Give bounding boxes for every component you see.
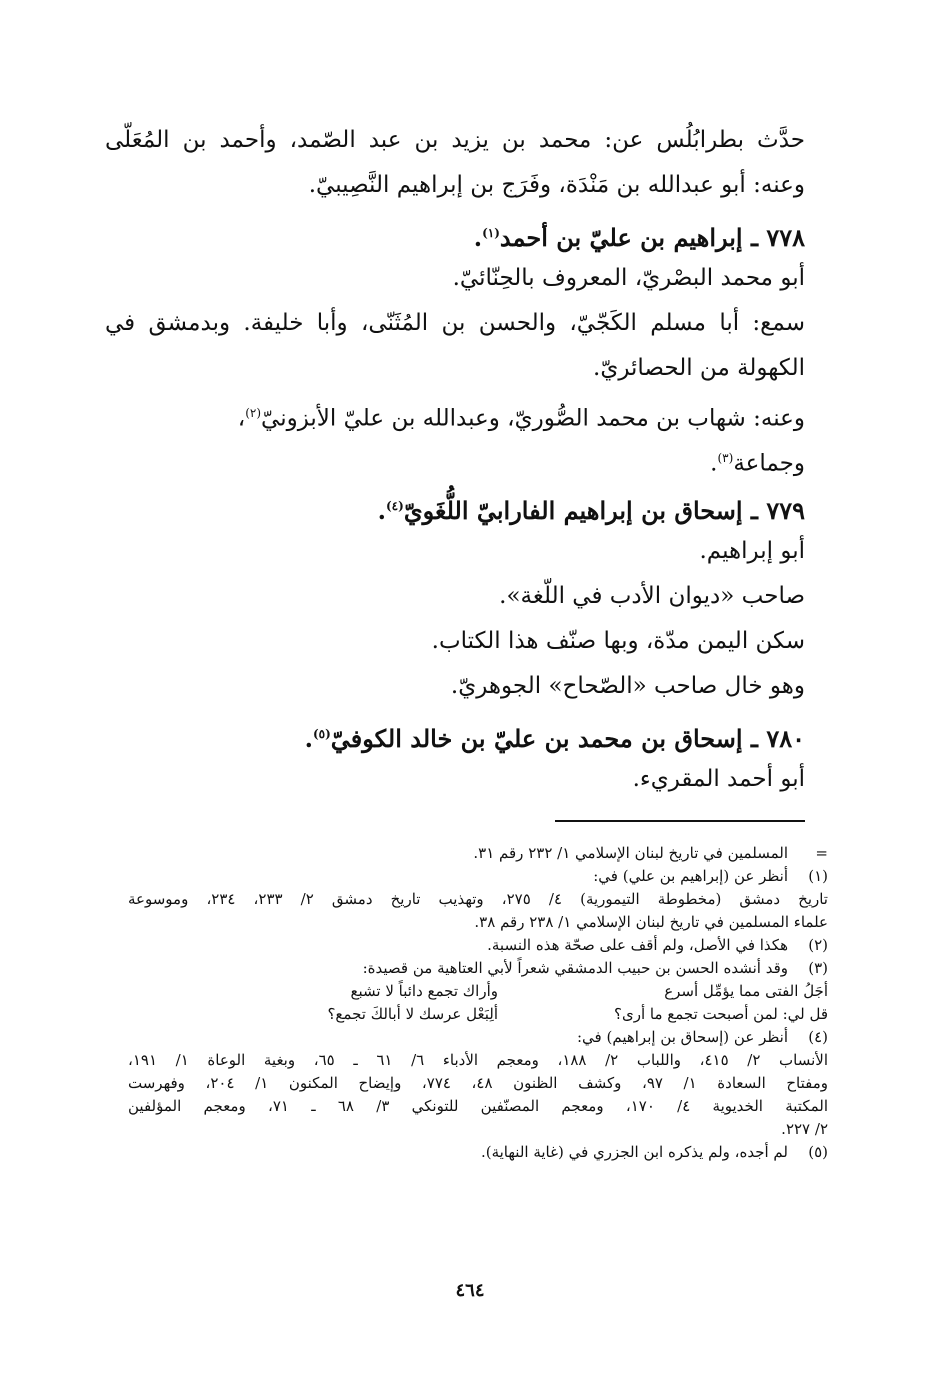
punctuation: ،	[237, 405, 246, 432]
footnote-ref: (٢)	[245, 406, 262, 420]
hemistich: ألِبَعْل عرسك لا أبالكَ تجمع؟	[327, 1005, 498, 1023]
text-span: وجماعة	[733, 450, 805, 477]
text-line: وهو خال صاحب «الصّحاح» الجوهريّ.	[450, 673, 805, 699]
footnote-line: المكتبة الخديوية ٤/ ١٧٠، ومعجم المصنّفين للتونكي ٣/ ٦٨ ـ ٧١، ومعجم المؤلفين	[128, 1097, 828, 1115]
text-line: سمع: أبا مسلم الكَجّيّ، والحسن بن المُثَنّى، وأبا خليفة. وبدمشق في	[105, 310, 805, 336]
entry-kunya: أبو محمد البصْريّ، المعروف بالحِنّائيّ.	[452, 265, 805, 291]
entry-heading-778	[105, 211, 805, 256]
footnote-ref: (٣)	[717, 451, 734, 465]
footnote-2	[128, 934, 828, 957]
punctuation: .	[473, 223, 483, 252]
entry-heading-780	[105, 712, 805, 757]
entry-kunya: أبو أحمد المقريء.	[632, 766, 805, 792]
text-line	[105, 436, 805, 481]
footnote-4	[128, 1026, 828, 1049]
footnote-marker: (٣)	[808, 959, 828, 977]
footnote-3	[128, 957, 828, 980]
entry-heading-text: ٧٧٩ ـ إسحاق بن إبراهيم الفارابيّ اللُّغَويّ	[403, 496, 805, 525]
entry-heading-779	[105, 484, 805, 529]
entry-heading-text: ٧٨٠ ـ إسحاق بن محمد بن عليّ بن خالد الكوفيّ	[330, 724, 805, 753]
poem-verse	[128, 980, 828, 1003]
hemistich: وأراك تجمع دائباً لا تشبع	[350, 982, 498, 1000]
footnote-1	[128, 865, 828, 888]
page-number: ٤٦٤	[455, 1280, 485, 1301]
footnote-marker: (١)	[808, 867, 828, 885]
footnote-line: تاريخ دمشق (مخطوطة التيمورية) ٤/ ٢٧٥، وتهذيب تاريخ دمشق ٢/ ٢٣٣، ٢٣٤، وموسوعة	[128, 890, 828, 908]
punctuation: .	[710, 450, 718, 477]
footnote-text: لم أجده، ولم يذكره ابن الجزري في (غاية النهاية).	[480, 1143, 788, 1161]
main-text	[105, 118, 805, 802]
footnote-ref: (١)	[482, 226, 500, 240]
hemistich: أجَلُ الفتى مما يؤمِّل أسرع	[664, 982, 828, 1000]
poem-verse	[128, 1003, 828, 1026]
footnote-line: ومفتاح السعادة ١/ ٩٧، وكشف الظنون ٤٨، ٧٧٤، وإيضاح المكنون ١/ ٢٠٤، وفهرست	[128, 1074, 828, 1092]
footnote-line: علماء المسلمين في تاريخ لبنان الإسلامي ١/ ٢٣٨ رقم ٣٨.	[474, 913, 828, 931]
footnote-marker: =	[815, 844, 828, 862]
entry-kunya: أبو إبراهيم.	[699, 538, 805, 564]
footnote-text: وقد أنشده الحسن بن حبيب الدمشقي شعراً لأبي العتاهية من قصيدة:	[362, 959, 788, 977]
footnote-line: ٢/ ٢٢٧.	[781, 1120, 828, 1138]
punctuation: .	[377, 496, 386, 525]
footnote-ref: (٥)	[312, 727, 331, 741]
footnote-text: المسلمين في تاريخ لبنان الإسلامي ١/ ٢٣٢ رقم ٣١.	[473, 844, 788, 862]
footnote-line: الأنساب ٢/ ٤١٥، واللباب ٢/ ١٨٨، ومعجم الأدباء ٦/ ٦١ ـ ٦٥، وبغية الوعاة ١/ ١٩١،	[128, 1051, 828, 1069]
text-line: الكهولة من الحصائريّ.	[593, 355, 805, 381]
punctuation: .	[304, 724, 313, 753]
entry-heading-text: ٧٧٨ ـ إبراهيم بن عليّ بن أحمد	[499, 223, 805, 252]
hemistich: قل لي: لمن أصبحت تجمع ما أرى؟	[614, 1005, 828, 1023]
text-line: صاحب «ديوان الأدب في اللّغة».	[499, 583, 805, 609]
footnote-continuation	[128, 842, 828, 865]
footnote-text: أنظر عن (إبراهيم بن علي) في:	[593, 867, 788, 885]
text-line: وعنه: أبو عبدالله بن مَنْدَة، وفَرَج بن إبراهيم النَّصِيبيّ.	[308, 172, 805, 198]
text-span: وعنه: شهاب بن محمد الصُّوريّ، وعبدالله بن عليّ الأبزونيّ	[261, 405, 805, 432]
text-line: سكن اليمن مدّة، وبها صنّف هذا الكتاب.	[431, 628, 805, 654]
text-line	[105, 391, 805, 436]
footnote-5	[128, 1141, 828, 1164]
footnote-marker: (٥)	[808, 1143, 828, 1161]
footnotes	[128, 842, 828, 1164]
footnote-marker: (٤)	[808, 1028, 828, 1046]
footnote-divider	[555, 820, 805, 822]
footnote-text: أنظر عن (إسحاق بن إبراهيم) في:	[577, 1028, 788, 1046]
footnote-ref: (٤)	[385, 499, 404, 513]
text-line: حدَّث بطرابُلُس عن: محمد بن يزيد بن عبد الصّمد، وأحمد بن المُعَلّى	[105, 127, 805, 153]
footnote-marker: (٢)	[808, 936, 828, 954]
footnote-text: هكذا في الأصل، ولم أقف على صحّة هذه النسبة.	[487, 936, 788, 954]
